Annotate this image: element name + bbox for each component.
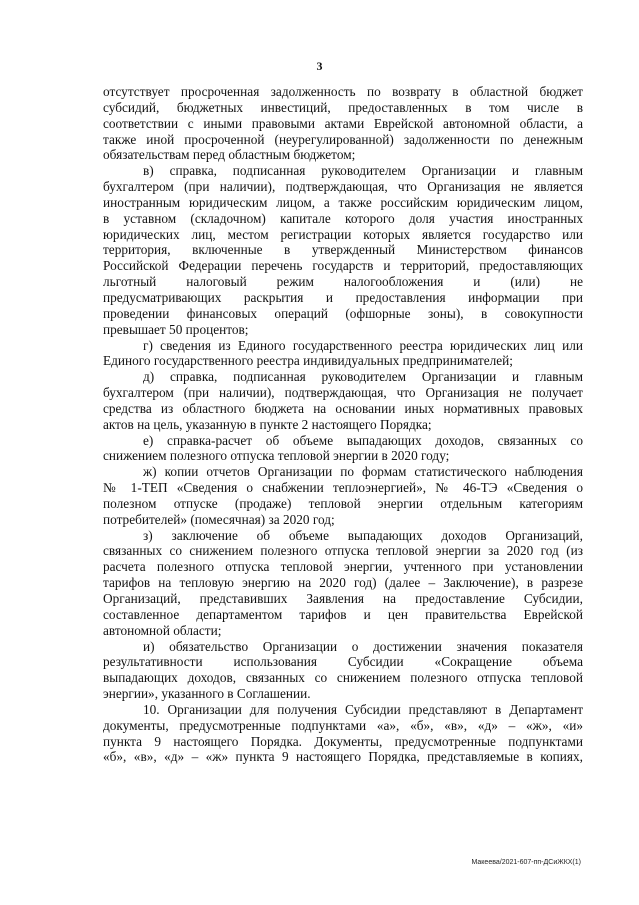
text-line: в уставном (складочном) капитале которого доля участия иностранных (103, 210, 583, 226)
text-line: Единого государственного реестра индивидуальных предпринимателей; (103, 353, 513, 369)
text-line: энергии», указанного в Соглашении. (103, 686, 311, 702)
text-line: связанных со снижением полезного отпуска тепловой энергии за 2020 год (из (103, 543, 583, 559)
text-line: превышает 50 процентов; (103, 321, 249, 337)
text-line: г) сведения из Единого государственного реестра юридических лиц или (143, 337, 583, 353)
text-line: результативности использования Субсидии «Сокращение объема (103, 654, 583, 670)
text-line: бухгалтером (при наличии), подтверждающая, что Организация не является (103, 179, 583, 195)
text-line: отсутствует просроченная задолженность по возврату в областной бюджет (103, 84, 583, 99)
text-line: территория, включенные в утвержденный Министерством финансов (103, 242, 583, 258)
text-line: составленное департаментом тарифов и цен правительства Еврейской (103, 606, 583, 622)
text-line: иностранным юридическим лицом, а также российским юридическим лицом, (103, 194, 583, 210)
text-line: выпадающих доходов, связанных со снижением полезного отпуска тепловой (103, 670, 583, 686)
text-line: тарифов на тепловую энергию на 2020 год) (далее – Заключение), в разрезе (103, 575, 583, 591)
text-line: з) заключение об объеме выпадающих доходов Организаций, (143, 527, 583, 543)
text-line: и) обязательство Организации о достижении значения показателя (143, 638, 583, 654)
text-line: также иной просроченной (неурегулированной) задолженности по денежным (103, 131, 583, 147)
text-line: бухгалтером (при наличии), подтверждающая, что Организация не получает (103, 385, 583, 401)
text-line: ж) копии отчетов Организации по формам статистического наблюдения (143, 464, 583, 480)
text-line: автономной области; (103, 622, 222, 638)
text-line: полезном отпуске (продаже) тепловой энергии отдельным категориям (103, 495, 583, 511)
text-line: соответствии с иными правовыми актами Еврейской автономной области, а (103, 115, 583, 131)
text-line: субсидий, бюджетных инвестиций, предоставленных в том числе в (103, 99, 583, 115)
text-line: потребителей» (помесячная) за 2020 год; (103, 511, 335, 527)
text-line: расчета полезного отпуска тепловой энергии, учтенного при установлении (103, 559, 583, 575)
text-line: Организаций, представивших Заявления на предоставление Субсидии, (103, 591, 583, 606)
text-line: документы, предусмотренные подпунктами «а», «б», «в», «д» – «ж», «и» (103, 717, 583, 733)
text-line: «б», «в», «д» – «ж» пункта 9 настоящего Порядка, представляемые в копиях, (103, 749, 583, 765)
text-line: в) справка, подписанная руководителем Организации и главным (143, 163, 583, 179)
text-line: проведении финансовых операций (офшорные зоны), в совокупности (103, 305, 583, 321)
document-footer: Макеева/2021-607-пп-ДСиЖКХ(1) (471, 859, 581, 866)
text-line: е) справка-расчет об объеме выпадающих доходов, связанных со (143, 432, 583, 448)
text-line: обязательствам перед областным бюджетом; (103, 147, 356, 163)
page-number: 3 (316, 59, 323, 73)
text-line: пункта 9 настоящего Порядка. Документы, предусмотренные подпунктами (103, 733, 583, 749)
text-line: снижением полезного отпуска тепловой энергии в 2020 году; (103, 448, 450, 464)
text-line: актов на цель, указанную в пункте 2 настоящего Порядка; (103, 416, 432, 432)
text-line: № 1-ТЕП «Сведения о снабжении теплоэнергией», № 46-ТЭ «Сведения о (103, 480, 583, 496)
text-line: средства из областного бюджета на основании иных нормативных правовых (103, 400, 583, 416)
text-line: 10. Организации для получения Субсидии представляют в Департамент (143, 701, 583, 717)
text-line: д) справка, подписанная руководителем Организации и главным (143, 369, 583, 385)
text-line: юридических лиц, местом регистрации которых является государство или (103, 226, 583, 242)
text-line: Российской Федерации перечень государств и территорий, предоставляющих (103, 258, 583, 274)
text-line: льготный налоговый режим налогообложения и (или) не (103, 274, 583, 290)
body-text (103, 84, 583, 765)
text-line: предусматривающих раскрытия и предоставления информации при (103, 289, 583, 305)
